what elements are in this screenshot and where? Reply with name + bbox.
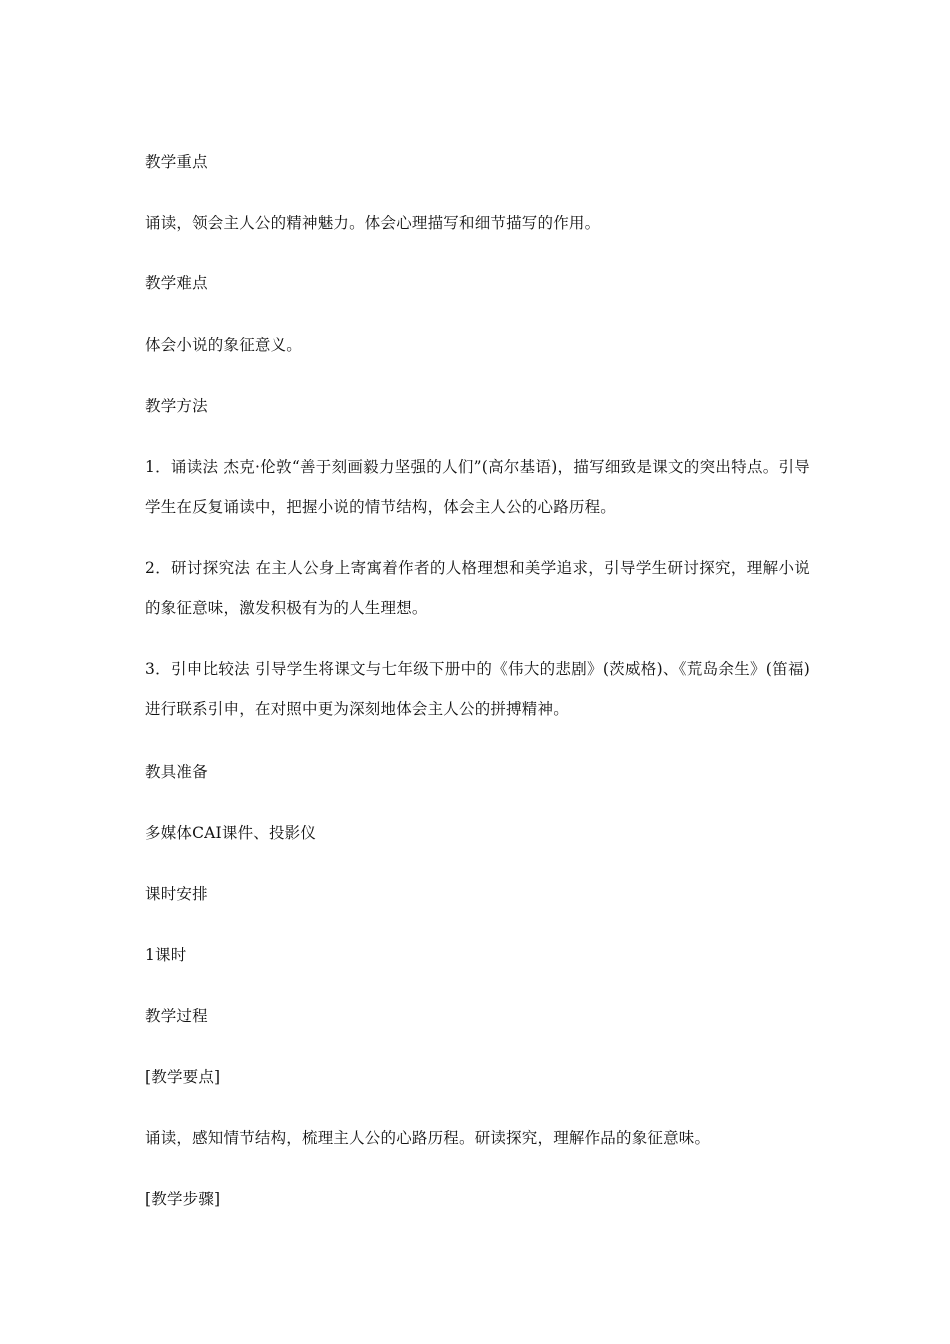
heading-process-points: [教学要点]: [145, 1068, 221, 1086]
heading-key-points: 教学重点: [145, 153, 208, 171]
heading-steps: [教学步骤]: [145, 1190, 221, 1208]
heading-methods: 教学方法: [145, 397, 208, 415]
method-2-paragraph: 2．研讨探究法 在主人公身上寄寓着作者的人格理想和美学追求，引导学生研讨探究，理解小说的象征意味，激发积极有为的人生理想。: [145, 559, 810, 617]
difficulties-text: 体会小说的象征意义。: [145, 336, 303, 354]
heading-process: 教学过程: [145, 1007, 208, 1025]
tools-text: 多媒体CAI课件、投影仪: [145, 824, 317, 842]
method-3-paragraph: 3．引申比较法 引导学生将课文与七年级下册中的《伟大的悲剧》(茨威格)、《荒岛余生》(笛福)进行联系引申，在对照中更为深刻地体会主人公的拼搏精神。: [145, 660, 810, 718]
method-1-paragraph: 1．诵读法 杰克·伦敦“善于刻画毅力坚强的人们”(高尔基语)，描写细致是课文的突出特点。引导学生在反复诵读中，把握小说的情节结构，体会主人公的心路历程。: [145, 458, 810, 516]
heading-tools: 教具准备: [145, 763, 208, 781]
key-points-text: 诵读，领会主人公的精神魅力。体会心理描写和细节描写的作用。: [145, 214, 601, 232]
heading-difficulties: 教学难点: [145, 274, 208, 292]
process-points-text: 诵读，感知情节结构，梳理主人公的心路历程。研读探究，理解作品的象征意味。: [145, 1129, 711, 1147]
schedule-text: 1课时: [145, 946, 187, 964]
heading-schedule: 课时安排: [145, 885, 208, 903]
